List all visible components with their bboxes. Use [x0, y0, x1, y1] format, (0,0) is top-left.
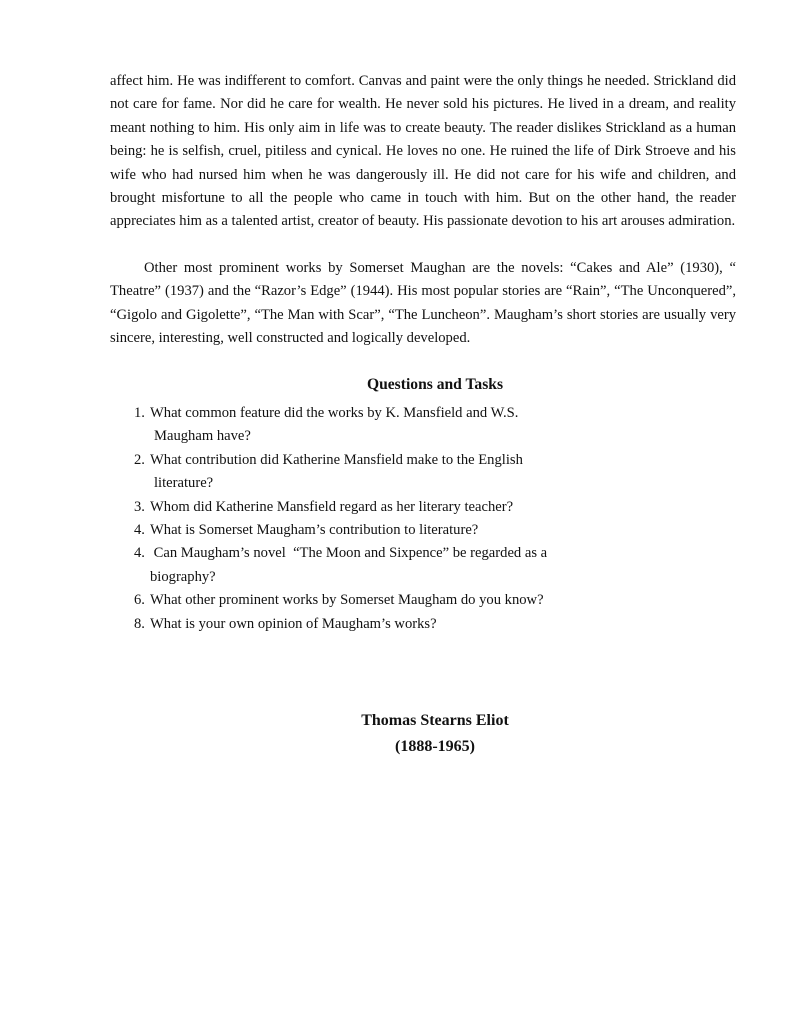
question-text: What is your own opinion of Maugham’s works? [150, 615, 437, 632]
question-number: 1. [134, 405, 145, 421]
question-item [134, 402, 594, 425]
question-item [134, 519, 594, 542]
body-paragraph: affect him. He was indifferent to comfort. Canvas and paint were the only things he needed. Strickland did not care for fame. Nor did he care for wealth. He never sold his pictures. He lived in a dream, and reality meant nothing to him. His only aim in life was to create beauty. The reader dislikes Strickland as a human being: he is selfish, cruel, pitiless and cynical. He loves no one. He ruined the life of Dirk Stroeve and his wife who had nursed him when he was dangerously ill. He did not care for his wife and children, and brought misfortune to all the people who came in touch with him. But on the other hand, the reader appreciates him as a talented artist, creator of beauty. His passionate devotion to his art arouses admiration. [110, 73, 736, 230]
section-years: (1888-1965) [395, 738, 475, 755]
question-item [134, 496, 594, 519]
question-number: 4. [134, 522, 145, 539]
body-paragraph: Other most prominent works by Somerset Maughan are the novels: “Cakes and Ale” (1930), “ Theatre” (1937) and the “Razor’s Edge” (1944). His most popular stories are “Rain”, “The Unconquered”, “Gigolo and Gigolette”, “The Man with Scar”, “The Luncheon”. Maugham’s short stories are usually very sincere, interesting, well constructed and logically developed. [110, 260, 736, 347]
question-number: 8. [134, 615, 145, 632]
question-text: Maugham have? [154, 428, 251, 445]
section-title: Thomas Stearns Eliot [361, 712, 509, 729]
questions-list [134, 402, 594, 636]
question-item-continuation [134, 566, 594, 589]
question-text: biography? [150, 568, 216, 585]
questions-heading: Questions and Tasks [366, 376, 504, 393]
question-text: What common feature did the works by K. Mansfield and W.S. [150, 405, 519, 421]
question-item [134, 542, 594, 565]
question-text: Can Maugham’s novel “The Moon and Sixpence” be regarded as a [150, 545, 548, 562]
question-item-continuation [134, 425, 594, 448]
question-number: 2. [134, 451, 145, 468]
question-text: What is Somerset Maugham’s contribution to literature? [150, 522, 479, 539]
question-item [134, 613, 594, 636]
question-item-continuation [134, 472, 594, 495]
question-text: Whom did Katherine Mansfield regard as her literary teacher? [150, 498, 514, 515]
question-text: What other prominent works by Somerset Maugham do you know? [150, 592, 544, 609]
question-number: 6. [134, 592, 145, 609]
question-item [134, 589, 594, 612]
question-text: literature? [154, 475, 214, 492]
question-number: 4. [134, 545, 145, 562]
question-item [134, 449, 594, 472]
question-number: 3. [134, 498, 145, 515]
question-text: What contribution did Katherine Mansfield make to the English [150, 451, 523, 468]
